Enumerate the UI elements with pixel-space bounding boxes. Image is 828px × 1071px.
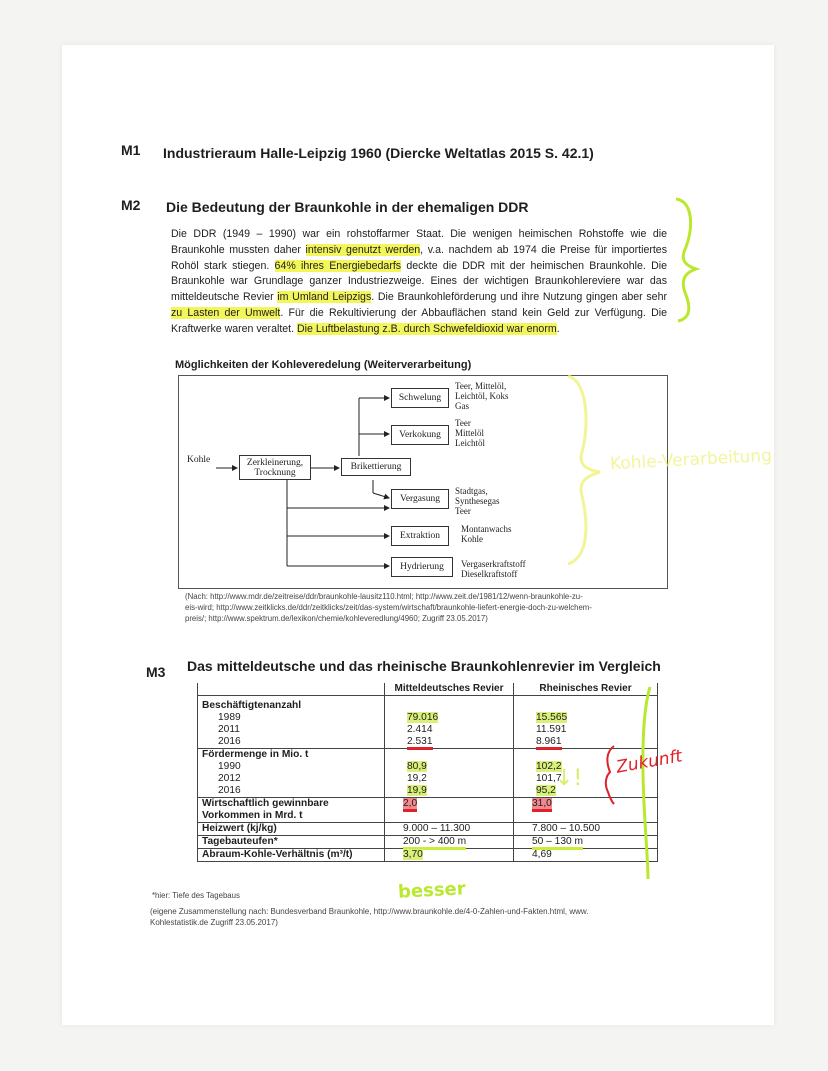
row-title: Wirtschaftlich gewinnbare	[202, 798, 329, 809]
besser-annotation: besser	[397, 878, 467, 903]
value: 9.000 – 11.300	[385, 823, 514, 836]
text-segment: .	[556, 322, 560, 335]
verkokung-box: Verkokung	[391, 425, 449, 445]
header-rheinisch: Rheinisches Revier	[514, 683, 658, 696]
product-line: Vergaserkraftstoff	[461, 559, 526, 569]
row-label	[198, 798, 385, 823]
year: 2016	[218, 785, 241, 796]
table-row	[198, 823, 658, 836]
value: 7.800 – 10.500	[514, 823, 658, 836]
m3-label: M3	[146, 664, 166, 680]
m1-label: M1	[121, 142, 141, 158]
table-source	[150, 906, 588, 928]
comparison-table	[197, 683, 658, 862]
value: 2.531	[407, 736, 433, 750]
product-line: Kohle	[461, 534, 483, 544]
value: 2,0	[403, 798, 417, 812]
value: 19,9	[407, 785, 427, 796]
value: 80,9	[407, 761, 427, 772]
row-label	[198, 696, 385, 749]
text-segment: deckte die DDR mit der heimischen Braunkohle. Die Braunkohle war Grundlage ganzer Industriezweige. Eines der wichtigen Braunkohlereviere war das mitteldeutsche Revier	[171, 259, 667, 304]
text-segment: . Die Braunkohleförderung und ihre Nutzung gingen aber sehr	[371, 291, 667, 304]
row-label	[198, 749, 385, 798]
row-title: Abraum-Kohle-Verhältnis (m³/t)	[198, 849, 385, 862]
highlight: im Umland Leipzigs	[277, 291, 372, 304]
source-line: (Nach: http://www.mdr.de/zeitreise/ddr/braunkohle-lausitz110.html; http://www.zeit.de/1981/12/wenn-braunkohle-zu-	[185, 592, 583, 601]
source-line: (eigene Zusammenstellung nach: Bundesverband Braunkohle, http://www.braunkohle.de/4-0-Zahlen-und-Fakten.html, www.	[150, 907, 589, 916]
value: 79.016	[407, 712, 439, 723]
green-brace-annotation	[668, 195, 704, 325]
table-footnote: *hier: Tiefe des Tagebaus	[152, 891, 240, 900]
highlight: zu Lasten der Umwelt	[171, 306, 281, 319]
schwelung-products	[455, 381, 509, 411]
value-mid	[385, 798, 514, 823]
year: 2012	[218, 773, 241, 784]
table-row	[198, 836, 658, 849]
hydrierung-box: Hydrierung	[391, 557, 453, 577]
m1-title: Industrieraum Halle-Leipzig 1960 (Diercke Weltatlas 2015 S. 42.1)	[163, 145, 594, 161]
m3-title: Das mitteldeutsche und das rheinische Braunkohlenrevier im Vergleich	[187, 658, 661, 674]
source-line: preis/; http://www.spektrum.de/lexikon/chemie/kohleveredlung/4960; Zugriff 23.05.2017)	[185, 614, 488, 623]
product-line: Gas	[455, 401, 469, 411]
value: 102,2	[536, 761, 562, 772]
year: 1990	[218, 761, 241, 772]
vergasung-box: Vergasung	[391, 489, 449, 509]
row-title: Tagebauteufen*	[198, 836, 385, 849]
brikettierung-box: Brikettierung	[341, 458, 411, 476]
header-empty	[198, 683, 385, 696]
extraktion-products	[461, 524, 512, 544]
hydrierung-products	[461, 559, 526, 579]
m2-title: Die Bedeutung der Braunkohle in der ehemaligen DDR	[166, 199, 529, 215]
zerkleinerung-box: Zerkleinerung, Trocknung	[239, 455, 311, 480]
value: 200 - > 400 m	[403, 836, 466, 850]
extraktion-box: Extraktion	[391, 526, 449, 546]
row-title: Heizwert (kj/kg)	[198, 823, 385, 836]
value: 3,70	[403, 849, 423, 860]
value: 101,7	[536, 773, 562, 784]
year: 2016	[218, 736, 241, 747]
header-mitteldeutsch: Mitteldeutsches Revier	[385, 683, 514, 696]
text-segment: Die DDR (1949 – 1990) war ein rohstoffarmer Staat. Die wenigen heimischen Rohstoffe wie die Braunkohle mussten daher	[171, 228, 667, 256]
year: 2011	[218, 724, 240, 735]
row-title: Vorkommen in Mrd. t	[202, 810, 303, 821]
value: 2.414	[407, 724, 433, 735]
product-line: Teer, Mittelöl,	[455, 381, 507, 391]
value: 31,0	[532, 798, 552, 812]
source-line: Kohlestatistik.de Zugriff 23.05.2017)	[150, 918, 278, 927]
value: 11.591	[536, 724, 567, 735]
value: 4,69	[514, 849, 658, 862]
product-line: Dieselkraftstoff	[461, 569, 518, 579]
table-row	[198, 849, 658, 862]
text-segment: . Für die Rekultivierung der Abbauflächen stand kein Geld zur Verfügung. Die Kraftwerke waren veraltet.	[171, 306, 667, 335]
year: 1989	[218, 712, 241, 723]
exclamation-annotation: ↓!	[555, 766, 583, 791]
product-line: Synthesegas	[455, 496, 500, 506]
values-mid	[385, 696, 514, 749]
zukunft-annotation: Zukunft	[614, 746, 684, 778]
m2-paragraph	[171, 227, 667, 338]
value-mid	[385, 836, 514, 849]
m2-label: M2	[121, 197, 141, 213]
value-mid	[385, 849, 514, 862]
product-line: Stadtgas,	[455, 486, 488, 496]
row-title: Fördermenge in Mio. t	[202, 749, 309, 760]
product-line: Teer	[455, 418, 471, 428]
value: 50 – 130 m	[532, 836, 583, 850]
value: 19,2	[407, 773, 427, 784]
table-row	[198, 696, 658, 749]
diagram-title: Möglichkeiten der Kohleveredelung (Weiterverarbeitung)	[175, 359, 472, 371]
table-header-row	[198, 683, 658, 696]
kohle-label: Kohle	[187, 455, 211, 465]
value: 15.565	[536, 712, 568, 723]
product-line: Leichtöl, Koks	[455, 391, 509, 401]
row-title: Beschäftigtenanzahl	[202, 700, 302, 711]
vergasung-products	[455, 486, 500, 516]
source-line: eis-wird; http://www.zeitklicks.de/ddr/zeitklicks/zeit/das-system/wirtschaft/braunkohle-liefert-energie-doch-zu-welchem-	[185, 603, 592, 612]
highlight: intensiv genutzt werden	[305, 243, 421, 256]
handwritten-annotation: Kohle-Verarbeitung	[609, 445, 773, 475]
highlight: Die Luftbelastung z.B. durch Schwefeldioxid war enorm	[297, 322, 557, 335]
value: 95,2	[536, 785, 556, 796]
table-row	[198, 798, 658, 823]
value: 8.961	[536, 736, 562, 750]
values-mid	[385, 749, 514, 798]
product-line: Leichtöl	[455, 438, 485, 448]
verkokung-products	[455, 418, 485, 448]
diagram-source	[185, 591, 592, 624]
schwelung-box: Schwelung	[391, 388, 449, 408]
highlight: 64% ihres Energiebedarfs	[274, 259, 402, 272]
product-line: Teer	[455, 506, 471, 516]
product-line: Montanwachs	[461, 524, 512, 534]
text-segment: , v.a. nachdem ab 1974 die Preise für importiertes Rohöl stark stiegen.	[171, 243, 667, 272]
green-bracket-annotation	[636, 683, 666, 883]
table-row	[198, 749, 658, 798]
product-line: Mittelöl	[455, 428, 484, 438]
